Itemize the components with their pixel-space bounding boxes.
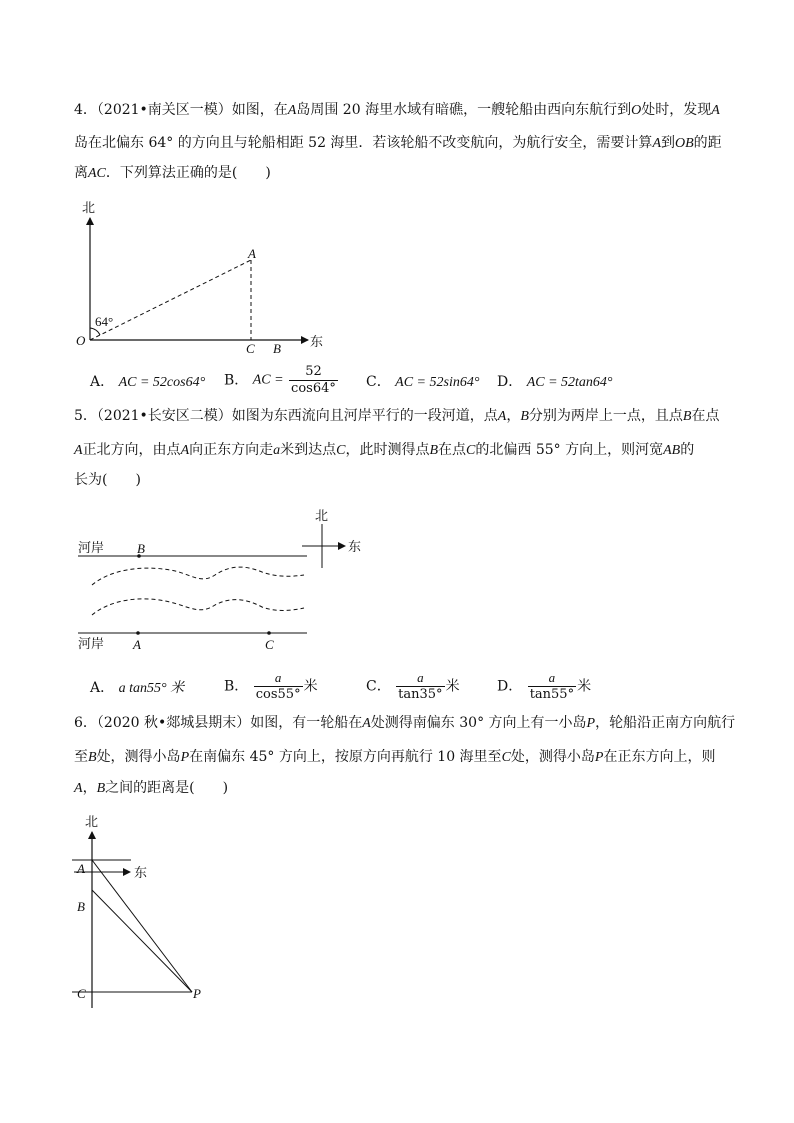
q6-text: 处，测得小岛 [510,749,595,765]
q5-text: 的北偏西 55° 方向上，则河宽 [475,442,664,458]
var-C: C [466,443,476,458]
q6-label-A: A [77,861,85,876]
q4-option-A [90,372,205,393]
q5-option-B [224,670,318,703]
q6-label-east: 东 [134,866,148,881]
option-expr: AC = 52sin64° [395,375,480,390]
fraction-denominator: tan55° [529,687,575,702]
q4-angle-arc [90,328,100,335]
q5-option-C [366,670,460,703]
q4-text: 岛周围 20 海里水域有暗礁，一艘轮船由西向东航行到 [296,102,632,118]
var-A: A [74,443,83,458]
q6-text: 处测得南偏东 30° 方向上有一小岛 [370,715,587,731]
q5-text: 向正东方向走 [189,442,274,458]
q5-line-1 [74,406,719,427]
q5-river-lower [92,599,304,615]
q5-label-north: 北 [315,509,329,524]
q5-point-C [267,631,271,635]
q5-text: 在点 [691,408,720,424]
option-expr: a tan55° 米 [118,681,185,696]
q5-text: ， [506,408,521,424]
fraction-denominator: tan35° [398,687,443,702]
q4-label-north: 北 [82,201,96,216]
q6-label-B: B [77,899,85,914]
q5-river-upper [92,567,304,585]
q4-label-B: B [273,341,281,356]
q5-point-A [136,631,140,635]
q6-label-C: C [77,986,86,1001]
q5-line-3 [74,470,141,490]
q5-text: 5．（2021•长安区二模）如图为东西流向且河岸平行的一段河道，点 [74,408,498,424]
var-B: B [682,409,692,424]
fraction-numerator: a [528,670,576,687]
var-B: B [520,409,529,424]
q6-label-north: 北 [85,815,99,830]
fraction-numerator: 52 [289,364,338,381]
option-label: C． [366,374,391,390]
var-AB: AB [663,443,681,458]
var-A: A [497,409,507,424]
option-label: A． [90,374,115,390]
q5-label-bank-bottom: 河岸 [78,637,105,652]
q5-option-C-fraction [396,670,444,703]
q4-label-east: 东 [310,335,324,350]
q6-text: 在南偏东 45° 方向上，按原方向再航行 10 海里至 [189,749,502,765]
option-unit: 米 [303,678,318,695]
q4-option-D [497,372,613,393]
q4-text: 到 [661,135,675,151]
option-label: B． [224,372,249,389]
q5-label-bank-top: 河岸 [78,541,105,556]
q6-label-P: P [193,986,201,1001]
option-expr: AC = 52cos64° [118,375,206,390]
q5-text: 米到达点 [280,442,337,458]
option-label: D． [497,678,523,695]
option-label: D． [497,374,523,390]
q5-label-east: 东 [348,540,362,555]
q4-text: 的距 [693,135,722,151]
option-expr: AC = 52tan64° [526,375,613,390]
q4-text: 处时，发现 [641,102,712,118]
option-expr: AC = [252,372,284,388]
fraction-denominator: cos55° [255,687,301,702]
q4-text: 岛在北偏东 64° 的方向且与轮船相距 52 海里．若该轮船不改变航向，为航行安全，需要计算 [74,135,653,151]
var-A: A [652,136,661,151]
q4-text: ．下列算法正确的是( ) [105,165,271,181]
q4-text: 离 [74,165,88,181]
q6-text: ，轮船沿正南方向航行 [595,715,736,731]
q4-option-B [224,364,339,397]
var-OB: OB [675,136,694,151]
option-label: C． [366,678,391,695]
q6-text: ， [82,780,97,796]
q5-label-C: C [265,637,274,652]
q4-text: 4．（2021•南关区一模）如图，在 [74,102,288,118]
q4-label-O: O [76,333,86,348]
var-P: P [586,716,596,731]
var-C: C [501,750,511,765]
var-A: A [180,443,190,458]
q5-line-2 [74,440,694,461]
var-B: B [96,781,106,796]
q5-text: 的 [680,442,695,458]
option-unit: 米 [577,678,592,695]
q4-label-angle: 64° [95,314,114,329]
q4-segment-OA [90,260,251,340]
var-B: B [429,443,439,458]
q5-option-B-fraction [254,670,303,703]
q4-option-C [366,372,479,393]
fraction-numerator: a [396,670,444,687]
q5-option-A [90,678,184,699]
option-unit: 米 [445,678,460,695]
option-label: A． [90,680,115,696]
q6-text: 6．（2020 秋•郯城县期末）如图，有一轮船在 [74,715,363,731]
q4-label-A: A [248,246,256,261]
fraction-denominator: cos64° [291,381,336,396]
q5-text: ，此时测得点 [345,442,430,458]
q5-option-D [497,670,591,703]
q6-line-1 [74,713,735,734]
q6-text: 在正东方向上，则 [603,749,716,765]
var-a: a [273,443,281,458]
fraction-numerator: a [254,670,303,687]
var-P: P [594,750,604,765]
var-A: A [711,103,720,118]
var-B: B [88,750,97,765]
q4-option-B-fraction [289,364,338,397]
q6-line-3 [74,778,228,799]
q5-label-A: A [133,637,141,652]
q5-option-D-fraction [528,670,576,703]
q4-label-C: C [246,341,255,356]
q6-line-2 [74,747,715,768]
q5-label-B: B [137,541,145,556]
option-label: B． [224,678,249,695]
var-C: C [336,443,346,458]
var-P: P [180,750,190,765]
var-AC: AC [88,166,106,181]
var-A: A [287,103,297,118]
q6-text: 处，测得小岛 [96,749,181,765]
var-O: O [631,103,642,118]
q6-segment-BP [92,890,192,992]
q5-text: 在点 [438,442,467,458]
q6-text: 至 [74,749,88,765]
q5-text: 正北方向，由点 [82,442,181,458]
var-A: A [362,716,371,731]
q5-text: 长为( ) [74,472,141,488]
q6-text: 之间的距离是( ) [105,780,229,796]
q5-text: 分别为两岸上一点，且点 [528,408,683,424]
var-A: A [74,781,83,796]
